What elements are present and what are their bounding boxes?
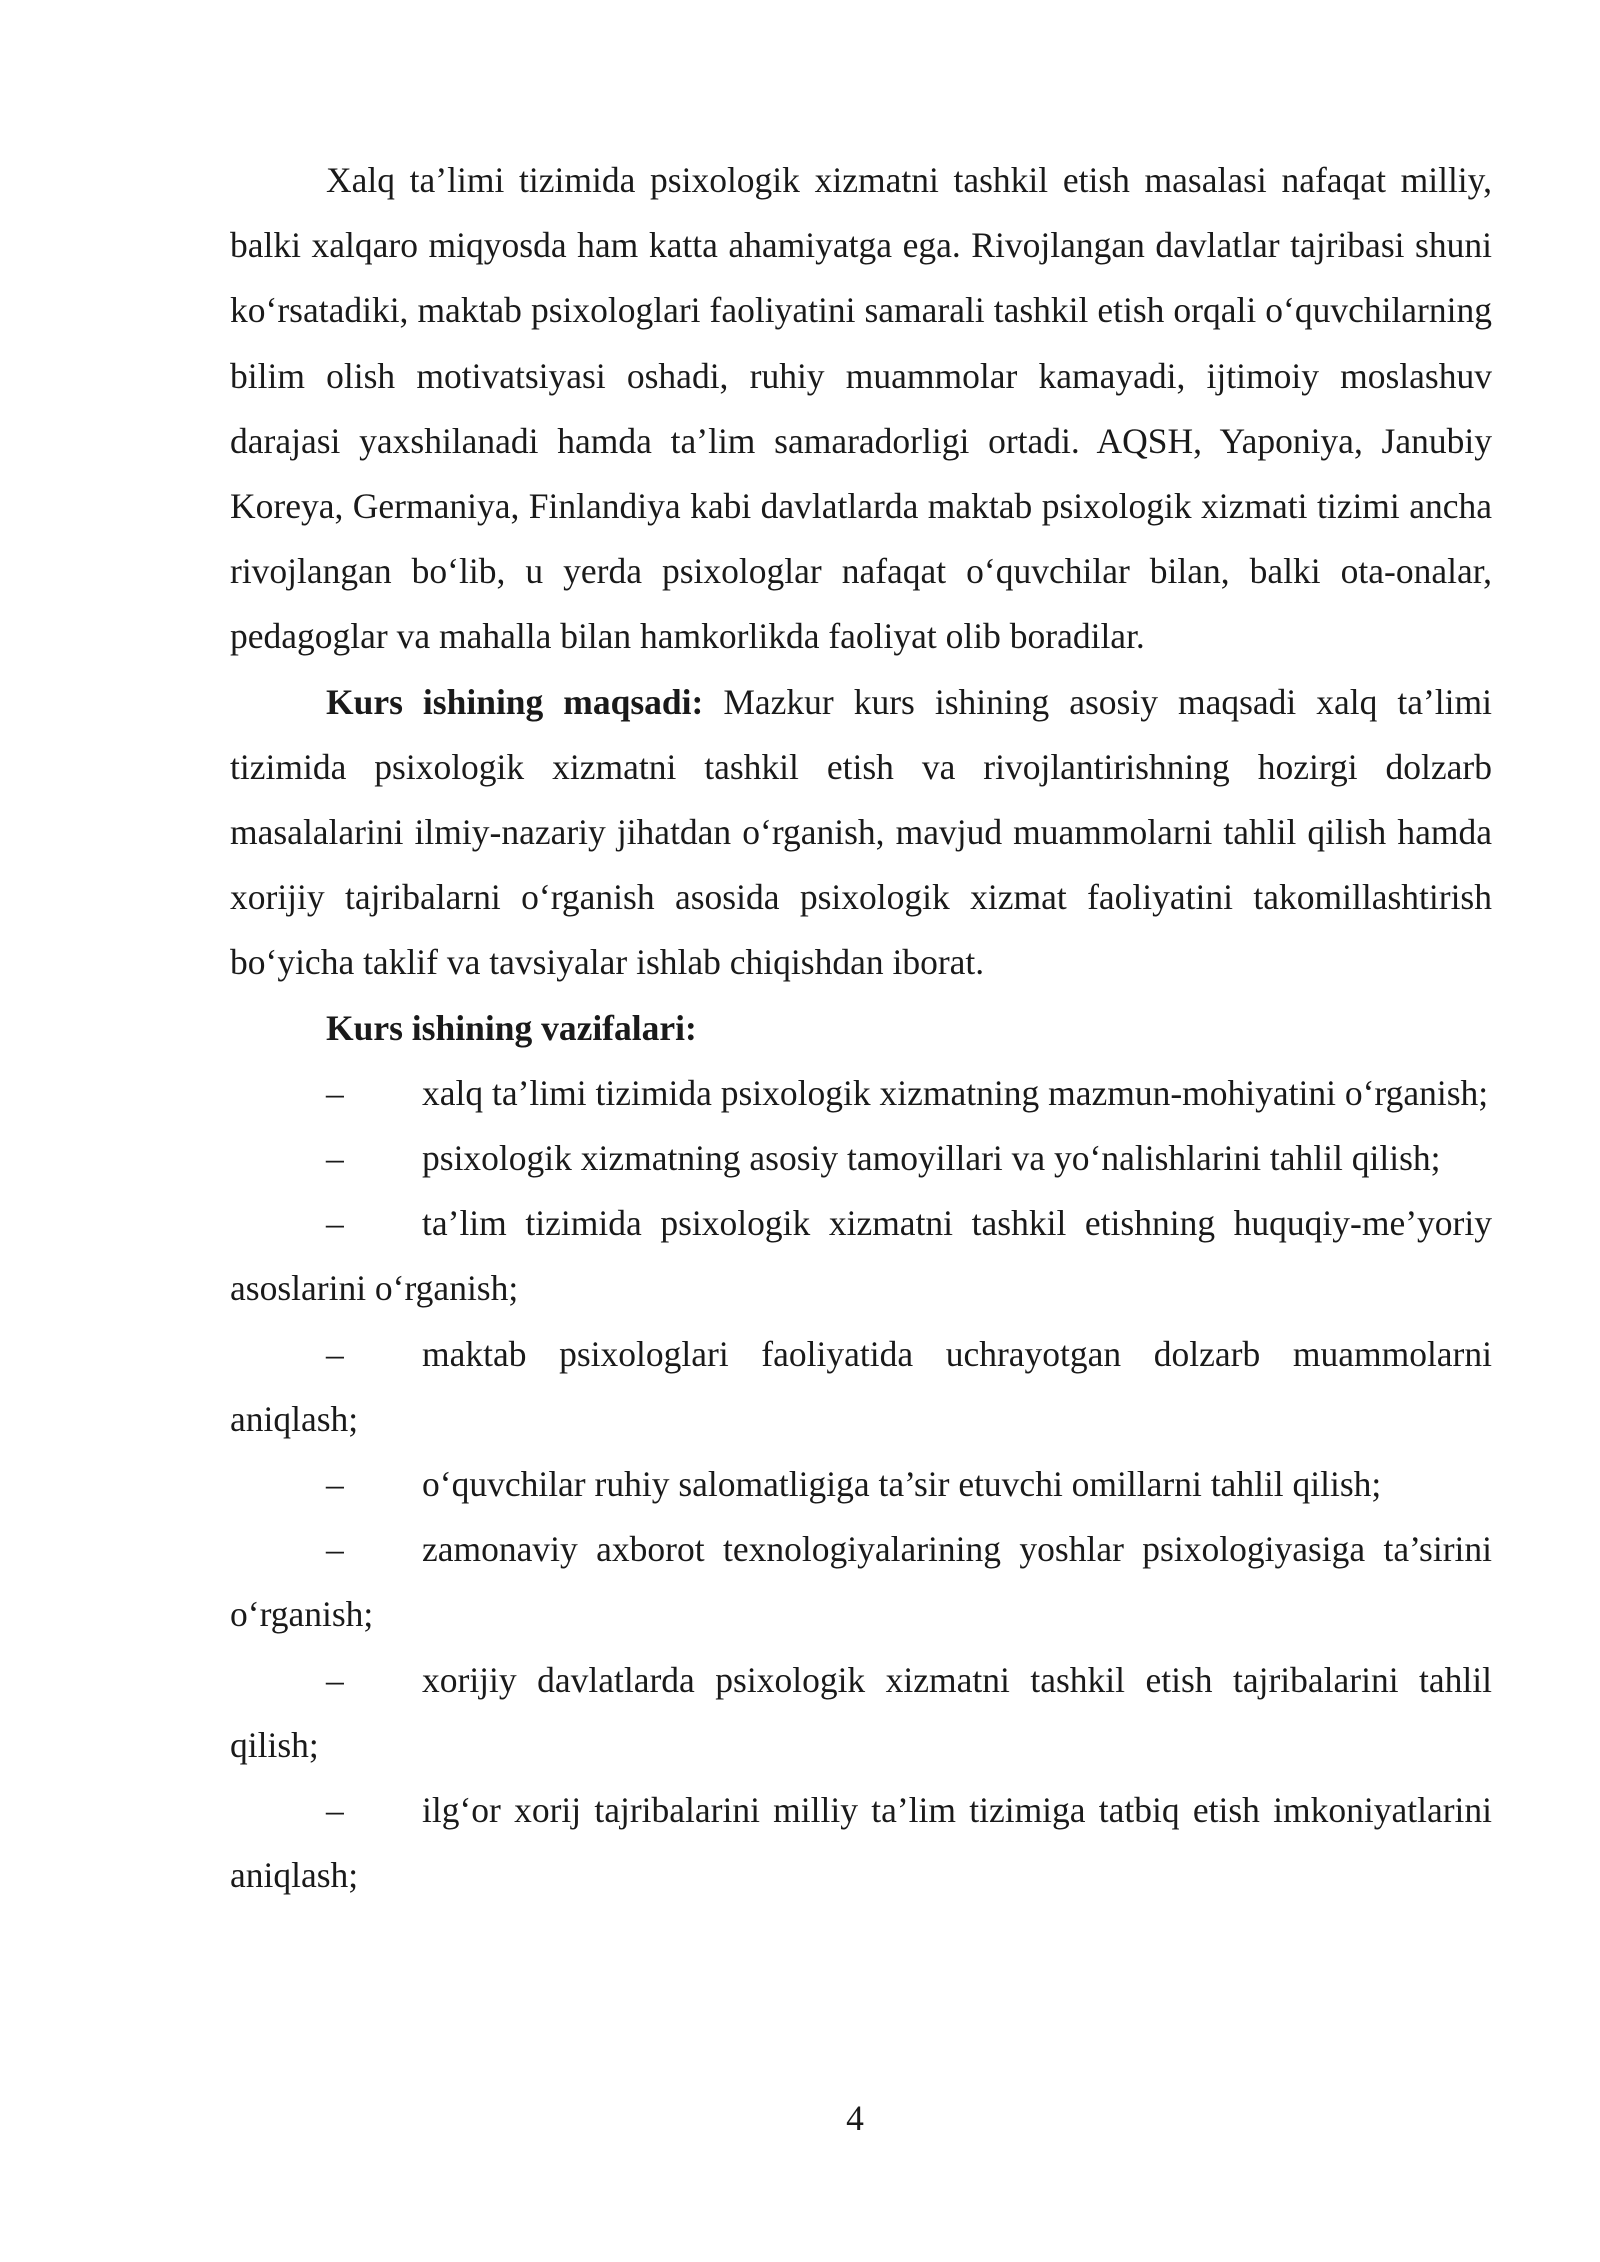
task-item xyxy=(230,1191,1492,1321)
goal-label: Kurs ishining maqsadi: xyxy=(326,681,704,722)
task-item xyxy=(230,1322,1492,1452)
dash-bullet: – xyxy=(326,1333,344,1374)
task-item xyxy=(230,1126,1492,1191)
task-text: psixologik xizmatning asosiy tamoyillari va yo‘nalishlarini tahlil qilish; xyxy=(422,1138,1441,1179)
goal-text: Mazkur kurs ishining asosiy maqsadi xalq ta’limi tizimida psixologik xizmatni tashkil etish va rivojlantirishning hozirgi dolzarb masalalarini ilmiy-nazariy jihatdan o‘rganish, mavjud muammolarni tahlil qilish hamda xorijiy tajribalarni o‘rganish asosida psixologik xizmat faoliyatini takomillashtirish bo‘yicha taklif va tavsiyalar ishlab chiqishdan iborat. xyxy=(230,681,1492,983)
task-item xyxy=(230,1648,1492,1778)
task-item xyxy=(230,1452,1492,1517)
task-text: ilg‘or xorij tajribalarini milliy ta’lim tizimiga tatbiq etish imkoniyatlarini aniqlash; xyxy=(230,1790,1492,1896)
task-item xyxy=(230,1517,1492,1647)
task-text: o‘quvchilar ruhiy salomatligiga ta’sir etuvchi omillarni tahlil qilish; xyxy=(422,1464,1382,1505)
dash-bullet: – xyxy=(326,1203,344,1244)
goal-paragraph xyxy=(230,670,1492,996)
task-text: maktab psixologlari faoliyatida uchrayotgan dolzarb muammolarni aniqlash; xyxy=(230,1333,1492,1439)
task-text: ta’lim tizimida psixologik xizmatni tashkil etishning huquqiy-me’yoriy asoslarini o‘rganish; xyxy=(230,1203,1492,1309)
task-text: xalq ta’limi tizimida psixologik xizmatning mazmun-mohiyatini o‘rganish; xyxy=(422,1072,1489,1113)
dash-bullet: – xyxy=(326,1529,344,1570)
dash-bullet: – xyxy=(326,1072,344,1113)
task-item xyxy=(230,1061,1492,1126)
dash-bullet: – xyxy=(326,1138,344,1179)
task-text: zamonaviy axborot texnologiyalarining yoshlar psixologiyasiga ta’sirini o‘rganish; xyxy=(230,1529,1492,1635)
document-page xyxy=(230,148,1492,1908)
dash-bullet: – xyxy=(326,1659,344,1700)
page-number: 4 xyxy=(846,2098,864,2138)
tasks-heading: Kurs ishining vazifalari: xyxy=(326,1007,697,1048)
task-item xyxy=(230,1778,1492,1908)
dash-bullet: – xyxy=(326,1464,344,1505)
intro-paragraph: Xalq ta’limi tizimida psixologik xizmatni tashkil etish masalasi nafaqat milliy, balki xalqaro miqyosda ham katta ahamiyatga ega. Rivojlangan davlatlar tajribasi shuni ko‘rsatadiki, maktab psixologlari faoliyatini samarali tashkil etish orqali o‘quvchilarning bilim olish motivatsiyasi oshadi, ruhiy muammolar kamayadi, ijtimoiy moslashuv darajasi yaxshilanadi hamda ta’lim samaradorligi ortadi. AQSH, Yaponiya, Janubiy Koreya, Germaniya, Finlandiya kabi davlatlarda maktab psixologik xizmati tizimi ancha rivojlangan bo‘lib, u yerda psixologlar nafaqat o‘quvchilar bilan, balki ota-onalar, pedagoglar va mahalla bilan hamkorlikda faoliyat olib boradilar. xyxy=(230,160,1492,657)
dash-bullet: – xyxy=(326,1790,344,1831)
task-text: xorijiy davlatlarda psixologik xizmatni tashkil etish tajribalarini tahlil qilish; xyxy=(230,1659,1492,1765)
